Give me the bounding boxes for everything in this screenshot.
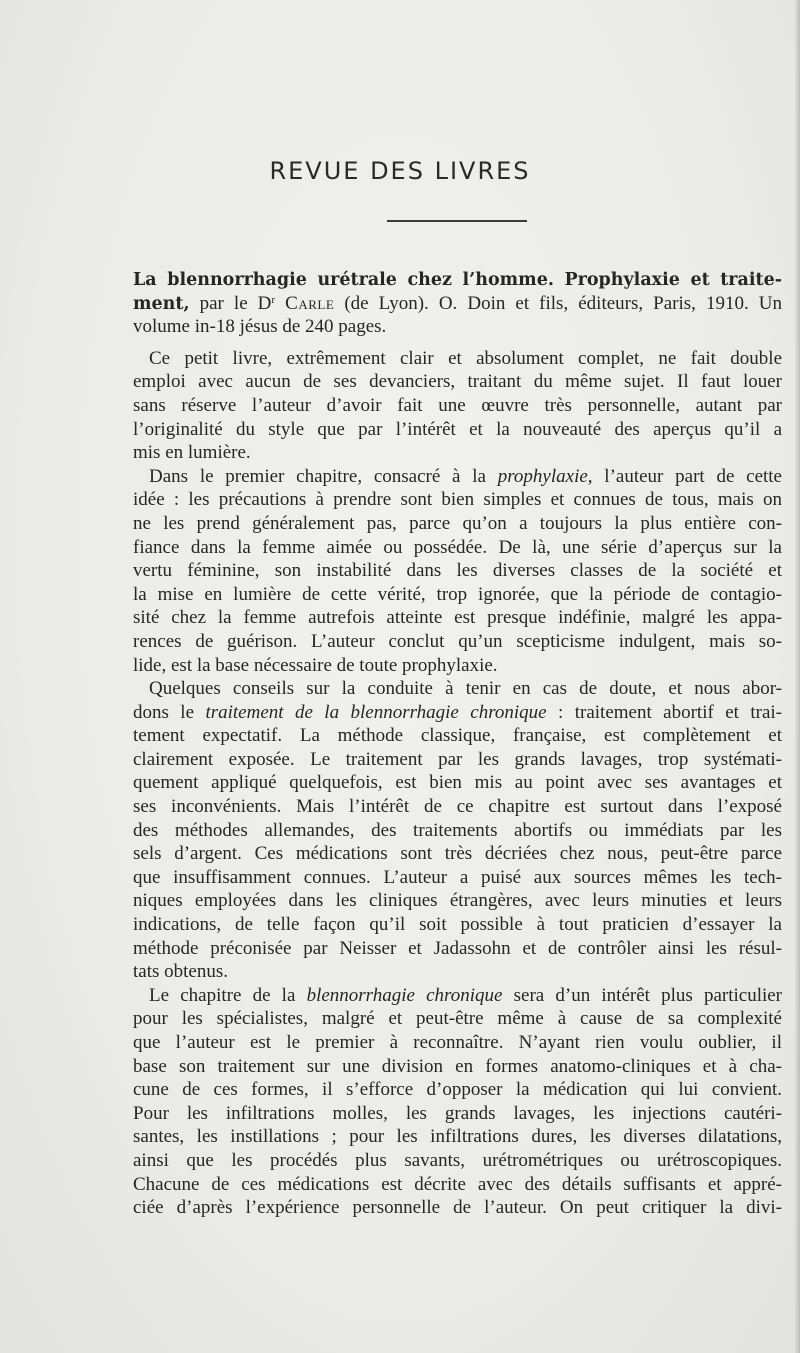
text-line xyxy=(133,654,782,678)
text-line xyxy=(133,292,782,316)
text-line xyxy=(133,937,782,961)
text-line xyxy=(133,347,782,371)
text-line xyxy=(133,536,782,560)
text-segment: Le chapitre de la xyxy=(149,984,307,1006)
text-line xyxy=(133,748,782,772)
text-line xyxy=(133,559,782,583)
text-line xyxy=(133,1149,782,1173)
text-segment: l’originalité du style que par l’intérêt et la nouveauté des aperçus qu’il a xyxy=(133,418,782,440)
text-line xyxy=(133,465,782,489)
text-segment: tats obtenus. xyxy=(133,961,228,983)
paragraph-gap xyxy=(133,339,782,347)
italic-term: blennorrhagie chronique xyxy=(306,984,503,1006)
text-line xyxy=(133,724,782,748)
text-line xyxy=(133,1125,782,1149)
text-segment: quement appliqué quelquefois, est bien mis au point avec ses avantages et xyxy=(133,772,782,794)
text-segment: emploi avec aucun de ses devanciers, traitant du même sujet. Il faut louer xyxy=(133,371,782,393)
text-segment: clairement exposée. Le traitement par les grands lavages, trop systémati- xyxy=(133,748,782,770)
text-line xyxy=(133,1078,782,1102)
page-edge xyxy=(794,0,800,1353)
text-line xyxy=(133,441,782,465)
text-segment: que l’auteur est le premier à reconnaître. N’ayant rien voulu oublier, il xyxy=(133,1032,782,1053)
text-segment: santes, les instillations ; pour les infiltrations dures, les diverses dilatations, xyxy=(133,1126,782,1148)
text-segment: dons le xyxy=(133,701,206,723)
text-segment: Chacune de ces médications est décrite avec des détails suffisants et appré- xyxy=(133,1173,782,1195)
italic-term: traitement de la blennorrhagie chronique xyxy=(205,701,547,723)
text-segment: Quelques conseils sur la conduite à tenir en cas de doute, et nous abor- xyxy=(149,678,782,700)
text-segment: par le D xyxy=(189,292,272,314)
text-segment: ciée d’après l’expérience personnelle de l’auteur. On peut critiquer la divi- xyxy=(133,1197,782,1219)
page-title: REVUE DES LIVRES xyxy=(269,157,531,185)
text-segment: sité chez la femme autrefois atteinte est presque indéfinie, malgré les appa- xyxy=(133,607,782,629)
text-line xyxy=(133,606,782,630)
text-segment: indications, de telle façon qu’il soit possible à tout praticien d’essayer la xyxy=(133,914,782,936)
text-segment: Pour les infiltrations molles, les grands lavages, les injections cautéri- xyxy=(133,1102,782,1124)
text-line xyxy=(133,1055,782,1079)
text-segment: (de Lyon). O. Doin et fils, éditeurs, Paris, 1910. Un xyxy=(334,292,783,314)
text-segment: ne les prend généralement pas, parce qu’on a toujours la plus entière con- xyxy=(133,512,782,534)
text-line xyxy=(133,795,782,819)
text-line xyxy=(133,268,782,292)
text-segment: sans réserve l’auteur d’avoir fait une œuvre très personnelle, autant par xyxy=(133,394,782,416)
text-segment: sera d’un intérêt plus particulier xyxy=(502,984,783,1006)
text-line xyxy=(133,960,782,984)
text-segment: que insuffisamment connues. L’auteur a puisé aux sources mêmes les tech- xyxy=(133,866,782,888)
text-line xyxy=(133,771,782,795)
text-line xyxy=(133,630,782,654)
text-segment: Dans le premier chapitre, consacré à la xyxy=(149,465,498,487)
text-line xyxy=(133,819,782,843)
text-segment: sels d’argent. Ces médications sont très décriées chez nous, peut-être parce xyxy=(133,843,782,865)
text-segment: idée : les précautions à prendre sont bien simples et connues de tous, mais on xyxy=(133,489,782,511)
text-line xyxy=(133,488,782,512)
text-segment: rences de guérison. L’auteur conclut qu’un scepticisme indulgent, mais so- xyxy=(133,630,782,652)
text-line xyxy=(133,1031,782,1055)
text-segment: r xyxy=(271,293,276,306)
text-segment: niques employées dans les cliniques étrangères, avec leurs minuties et leurs xyxy=(133,890,782,912)
text-segment: mis en lumière. xyxy=(133,442,251,464)
text-segment: tement expectatif. La méthode classique, française, est complètement et xyxy=(133,725,782,747)
text-segment xyxy=(275,293,285,314)
text-line xyxy=(133,1196,782,1220)
text-line xyxy=(133,842,782,866)
title-rule xyxy=(387,220,527,222)
text-segment: la mise en lumière de cette vérité, trop ignorée, que la période de contagio- xyxy=(133,583,782,605)
text-segment: lide, est la base nécessaire de toute prophylaxie. xyxy=(133,654,498,676)
entry-title: ment, xyxy=(133,293,190,314)
text-line xyxy=(133,889,782,913)
text-segment: ses inconvénients. Mais l’intérêt de ce chapitre est surtout dans l’exposé xyxy=(133,796,782,818)
text-segment: fiance dans la femme aimée ou possédée. De là, une série d’aperçus sur la xyxy=(133,536,782,558)
text-line xyxy=(133,583,782,607)
text-line xyxy=(133,866,782,890)
text-line xyxy=(133,370,782,394)
text-segment: volume in-18 jésus de 240 pages. xyxy=(133,316,387,338)
review-body xyxy=(133,268,782,1220)
author-name: Carle xyxy=(285,292,335,314)
text-segment: base son traitement sur une division en formes anatomo-cliniques et à cha- xyxy=(133,1055,782,1077)
text-line xyxy=(133,418,782,442)
text-line xyxy=(133,1102,782,1126)
text-segment: méthode préconisée par Neisser et Jadassohn et de contrôler ainsi les résul- xyxy=(133,937,782,959)
text-line xyxy=(133,984,782,1008)
text-line xyxy=(133,1173,782,1197)
text-line xyxy=(133,701,782,725)
text-segment: cune de ces formes, il s’efforce d’opposer la médication qui lui convient. xyxy=(133,1079,782,1101)
text-segment: des méthodes allemandes, des traitements abortifs ou immédiats par les xyxy=(133,819,782,841)
text-segment: vertu féminine, son instabilité dans les diverses classes de la société et xyxy=(133,560,782,582)
entry-title: La blennorrhagie urétrale chez l’homme. Prophylaxie et traite- xyxy=(133,270,782,290)
text-line xyxy=(133,512,782,536)
text-segment: : traitement abortif et trai- xyxy=(546,701,782,723)
text-line xyxy=(133,677,782,701)
text-segment: l’auteur part de cette xyxy=(592,465,782,487)
italic-term: prophylaxie, xyxy=(497,465,593,487)
text-segment: ainsi que les procédés plus savants, urétrométriques ou urétroscopiques. xyxy=(133,1149,782,1171)
text-line xyxy=(133,913,782,937)
text-line xyxy=(133,1007,782,1031)
text-line xyxy=(133,315,782,339)
text-line xyxy=(133,394,782,418)
text-segment: Ce petit livre, extrêmement clair et absolument complet, ne fait double xyxy=(149,347,782,369)
text-segment: pour les spécialistes, malgré et peut-être même à cause de sa complexité xyxy=(133,1008,782,1030)
